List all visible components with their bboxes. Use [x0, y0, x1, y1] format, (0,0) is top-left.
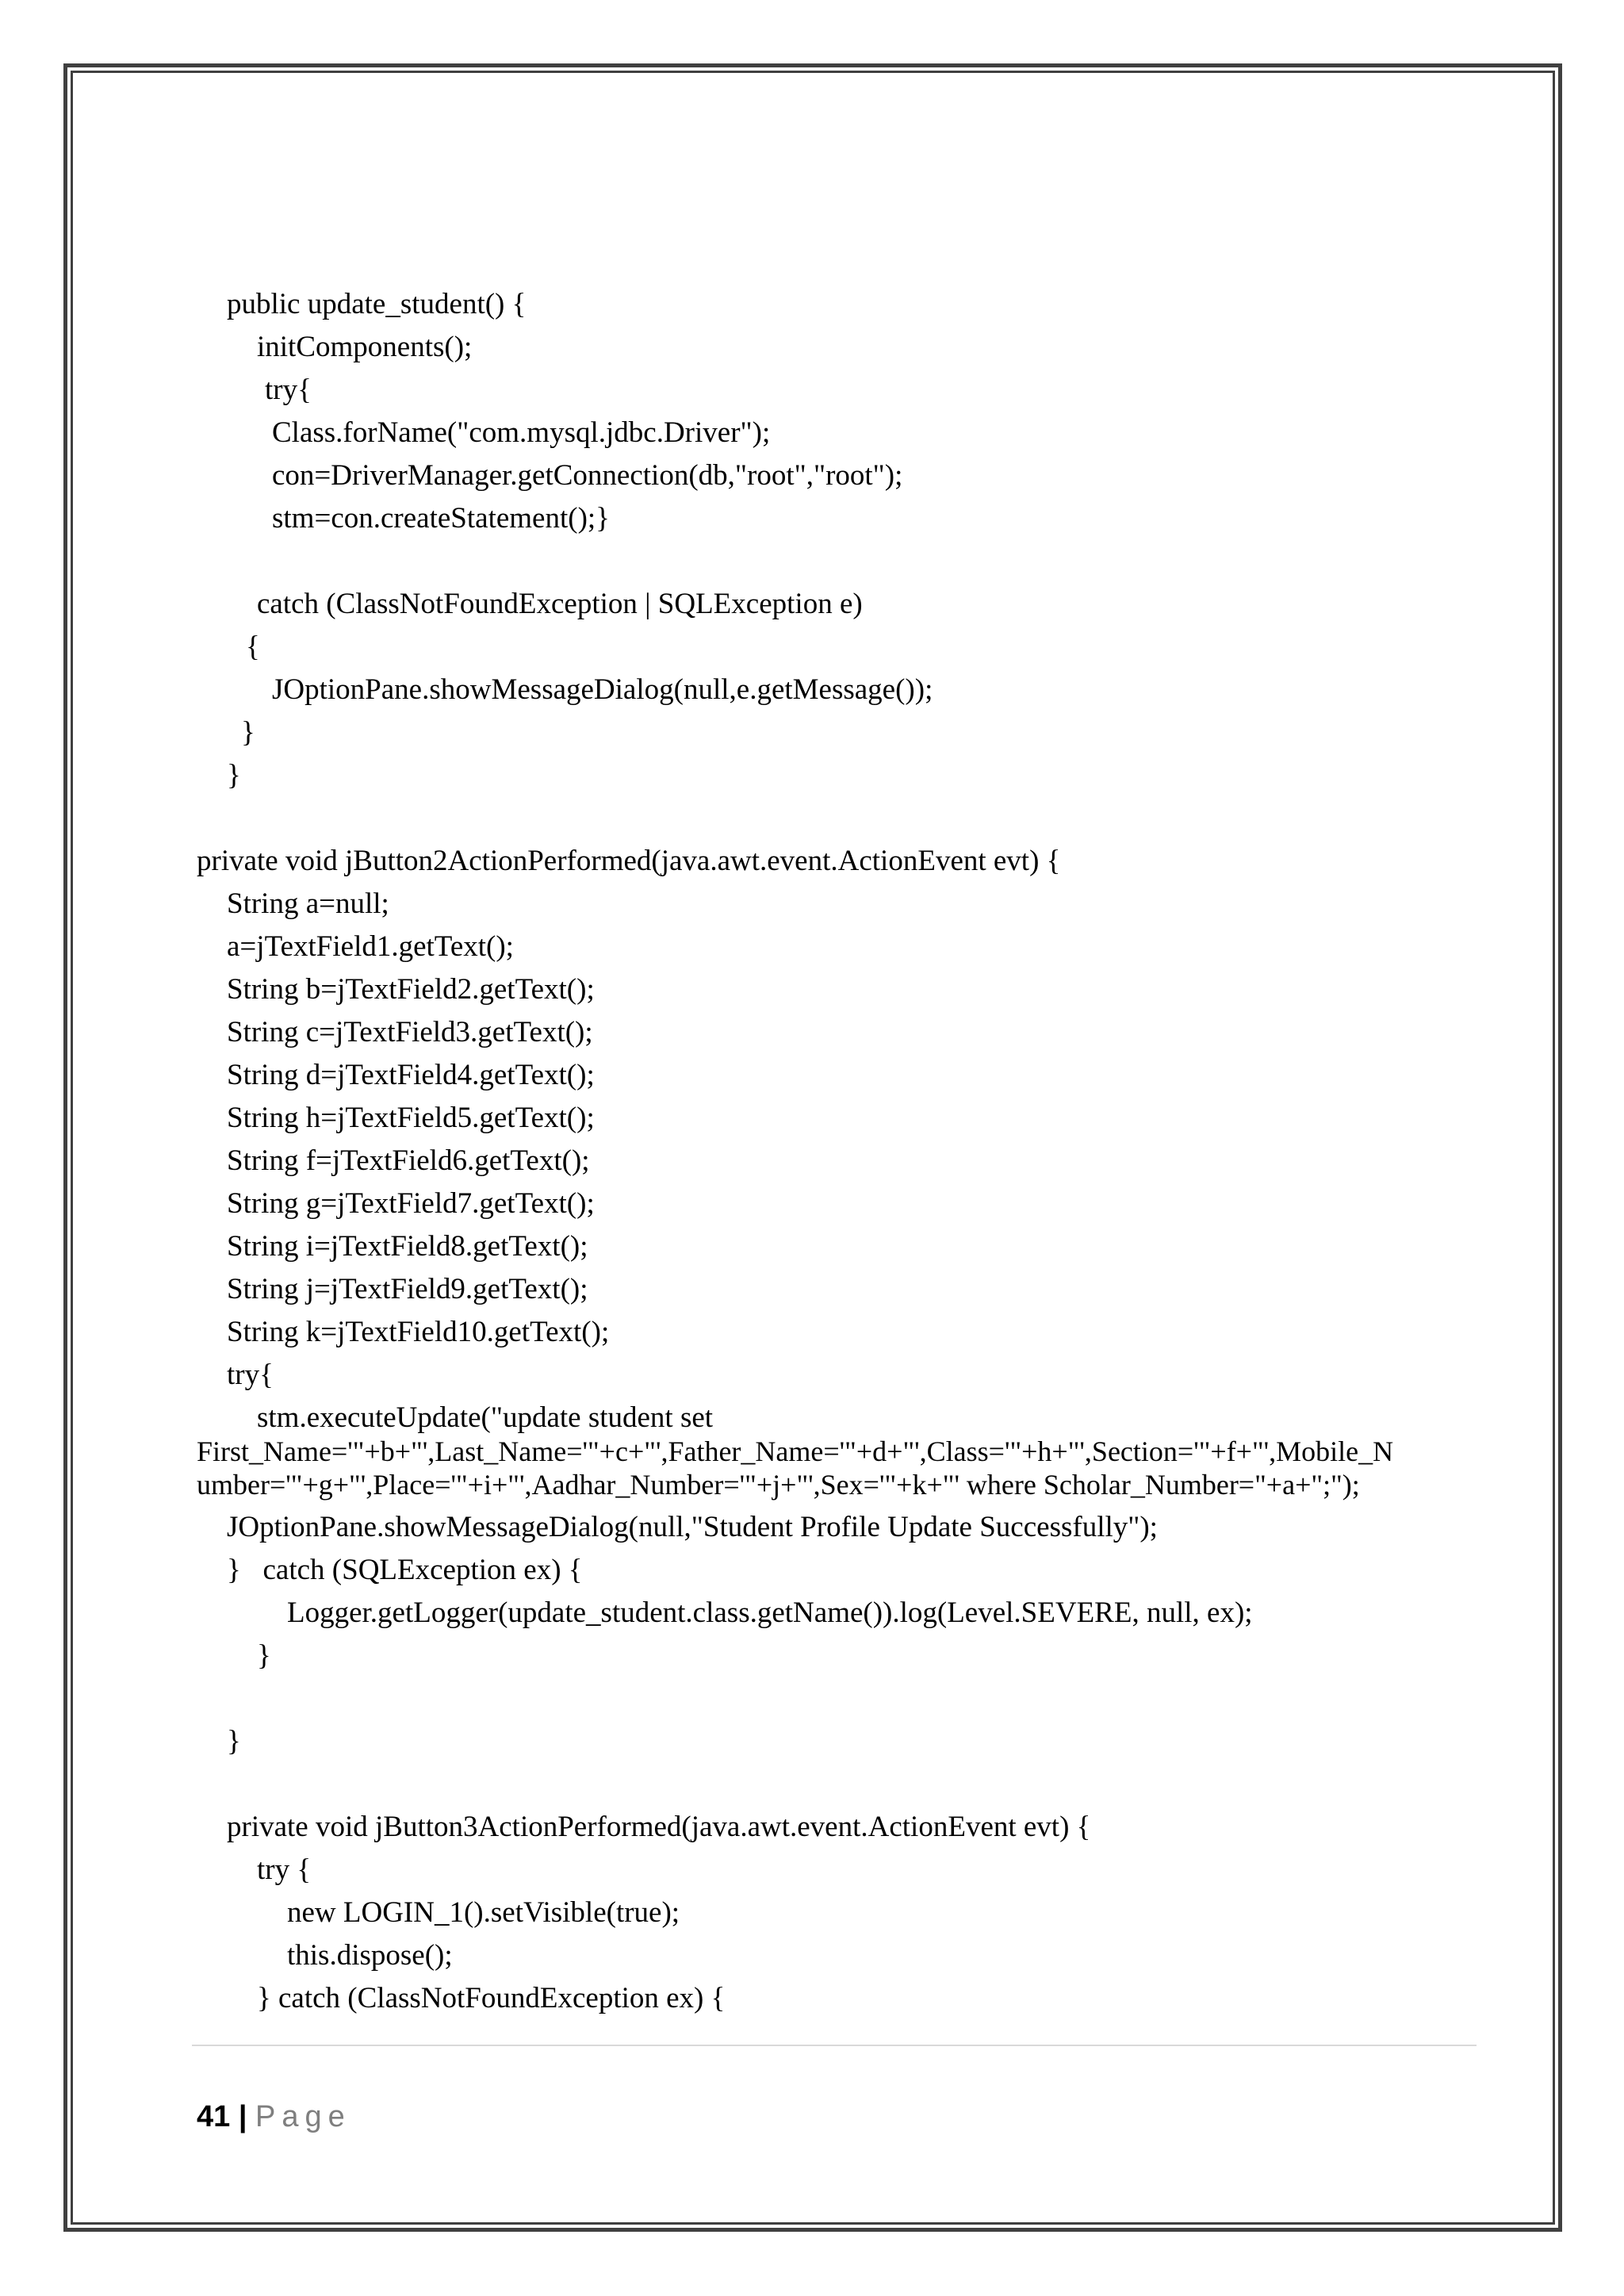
code-line: umber='"+g+"',Place='"+i+"',Aadhar_Number='"+j+"',Sex='"+k+"' where Scholar_Number="+a+";"); — [197, 1469, 1360, 1501]
code-line: JOptionPane.showMessageDialog(null,"Student Profile Update Successfully"); — [227, 1511, 1158, 1543]
code-line: { — [246, 631, 260, 663]
code-line: JOptionPane.showMessageDialog(null,e.getMessage()); — [272, 673, 933, 706]
page-label: Page — [255, 2100, 351, 2133]
code-line: } catch (ClassNotFoundException ex) { — [257, 1982, 726, 2014]
code-line: String b=jTextField2.getText(); — [227, 973, 595, 1006]
code-line: private void jButton2ActionPerformed(java.awt.event.ActionEvent evt) { — [197, 845, 1061, 877]
code-line: String f=jTextField6.getText(); — [227, 1144, 590, 1177]
code-line: } — [227, 1725, 241, 1757]
code-line: String k=jTextField10.getText(); — [227, 1316, 610, 1348]
code-line: Class.forName("com.mysql.jdbc.Driver"); — [272, 416, 771, 449]
code-line: } catch (SQLException ex) { — [227, 1554, 583, 1586]
code-line: String h=jTextField5.getText(); — [227, 1102, 595, 1134]
code-line: private void jButton3ActionPerformed(java.awt.event.ActionEvent evt) { — [227, 1811, 1091, 1843]
code-line: catch (ClassNotFoundException | SQLException e) — [257, 588, 863, 620]
code-line: this.dispose(); — [287, 1939, 453, 1972]
code-line: String j=jTextField9.getText(); — [227, 1273, 588, 1305]
code-line: } — [241, 716, 255, 749]
code-line: stm=con.createStatement();} — [272, 502, 610, 535]
code-line: con=DriverManager.getConnection(db,"root","root"); — [272, 459, 903, 492]
code-line: String i=jTextField8.getText(); — [227, 1230, 588, 1263]
code-line: public update_student() { — [227, 288, 527, 320]
code-line: } — [257, 1639, 271, 1672]
code-line: Logger.getLogger(update_student.class.getName()).log(Level.SEVERE, null, ex); — [287, 1596, 1253, 1629]
code-line: initComponents(); — [257, 331, 473, 363]
code-line: String a=null; — [227, 887, 389, 920]
code-line: stm.executeUpdate("update student set — [257, 1401, 714, 1434]
code-line: try{ — [227, 1359, 274, 1391]
code-line: String d=jTextField4.getText(); — [227, 1059, 595, 1091]
page-footer — [197, 2098, 351, 2136]
code-line: a=jTextField1.getText(); — [227, 930, 514, 963]
page-number: 41 — [197, 2100, 231, 2133]
code-line: try{ — [265, 374, 312, 406]
footer-divider — [192, 2045, 1477, 2046]
code-line: First_Name='"+b+"',Last_Name='"+c+"',Father_Name='"+d+"',Class='"+h+"',Section='"+f+"',Mobile_N — [197, 1435, 1394, 1467]
page-separator: | — [238, 2100, 247, 2133]
code-line: try { — [257, 1853, 312, 1886]
code-line: new LOGIN_1().setVisible(true); — [287, 1896, 680, 1929]
code-line: String g=jTextField7.getText(); — [227, 1187, 595, 1220]
code-line: } — [227, 759, 241, 792]
code-line: String c=jTextField3.getText(); — [227, 1016, 593, 1048]
